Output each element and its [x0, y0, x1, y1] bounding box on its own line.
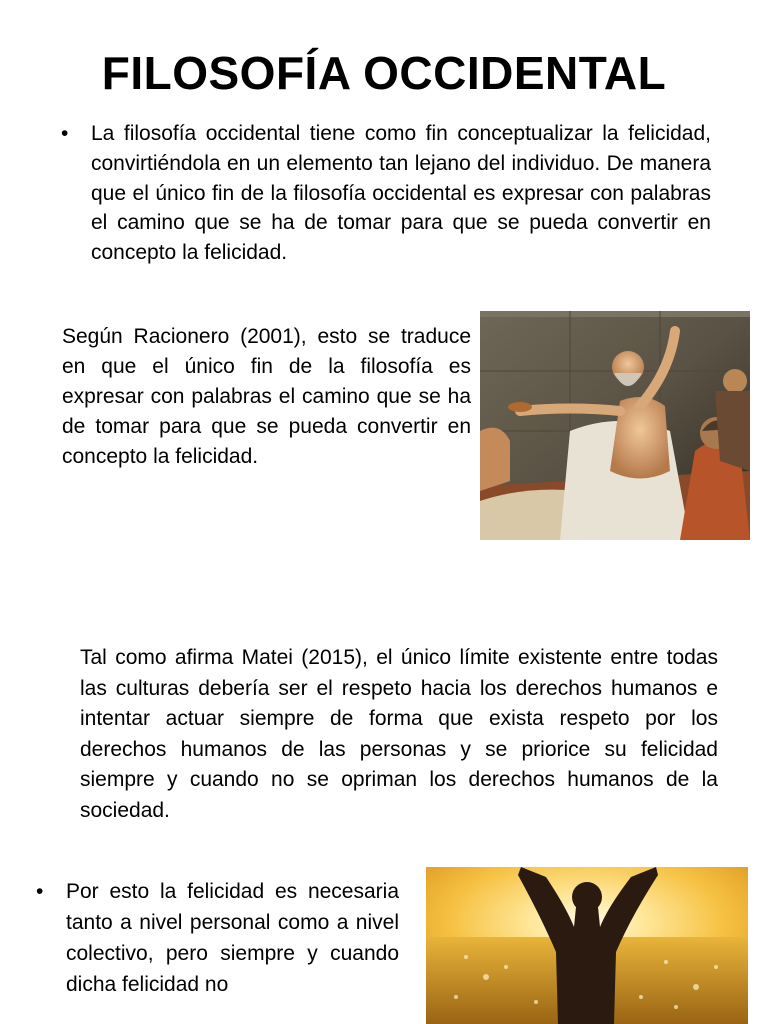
sunset-silhouette-image: [426, 867, 748, 1024]
bullet-marker: •: [61, 122, 69, 145]
page-title: FILOSOFÍA OCCIDENTAL: [101, 47, 667, 99]
bullet-paragraph-1: [61, 119, 711, 268]
bullet-paragraph-4: [36, 876, 399, 1000]
paragraph-text: La filosofía occidental tiene como fin conceptualizar la felicidad, convirtiéndola en un elemento tan lejano del individuo. De manera que el único fin de la filosofía occidental es expresar con palabras el camino que se ha de tomar para que se pueda convertir en concepto la felicidad.: [91, 122, 711, 265]
paragraph-text: Por esto la felicidad es necesaria tanto a nivel personal como a nivel colectivo, pero siempre y cuando dicha felicidad no: [66, 880, 399, 996]
bullet-marker: •: [36, 880, 44, 903]
paragraph-3: Tal como afirma Matei (2015), el único límite existente entre todas las culturas debería ser el respeto hacia los derechos humanos e intentar actuar siempre de forma que exista respeto por los derechos humanos de las personas y se priorice su felicidad siempre y cuando no se opriman los derechos humanos de la sociedad.: [80, 646, 718, 822]
paragraph-2: Según Racionero (2001), esto se traduce en que el único fin de la filosofía es expresar con palabras el camino que se ha de tomar para que se pueda convertir en concepto la felicidad.: [62, 325, 471, 468]
painting-image: [480, 311, 750, 540]
